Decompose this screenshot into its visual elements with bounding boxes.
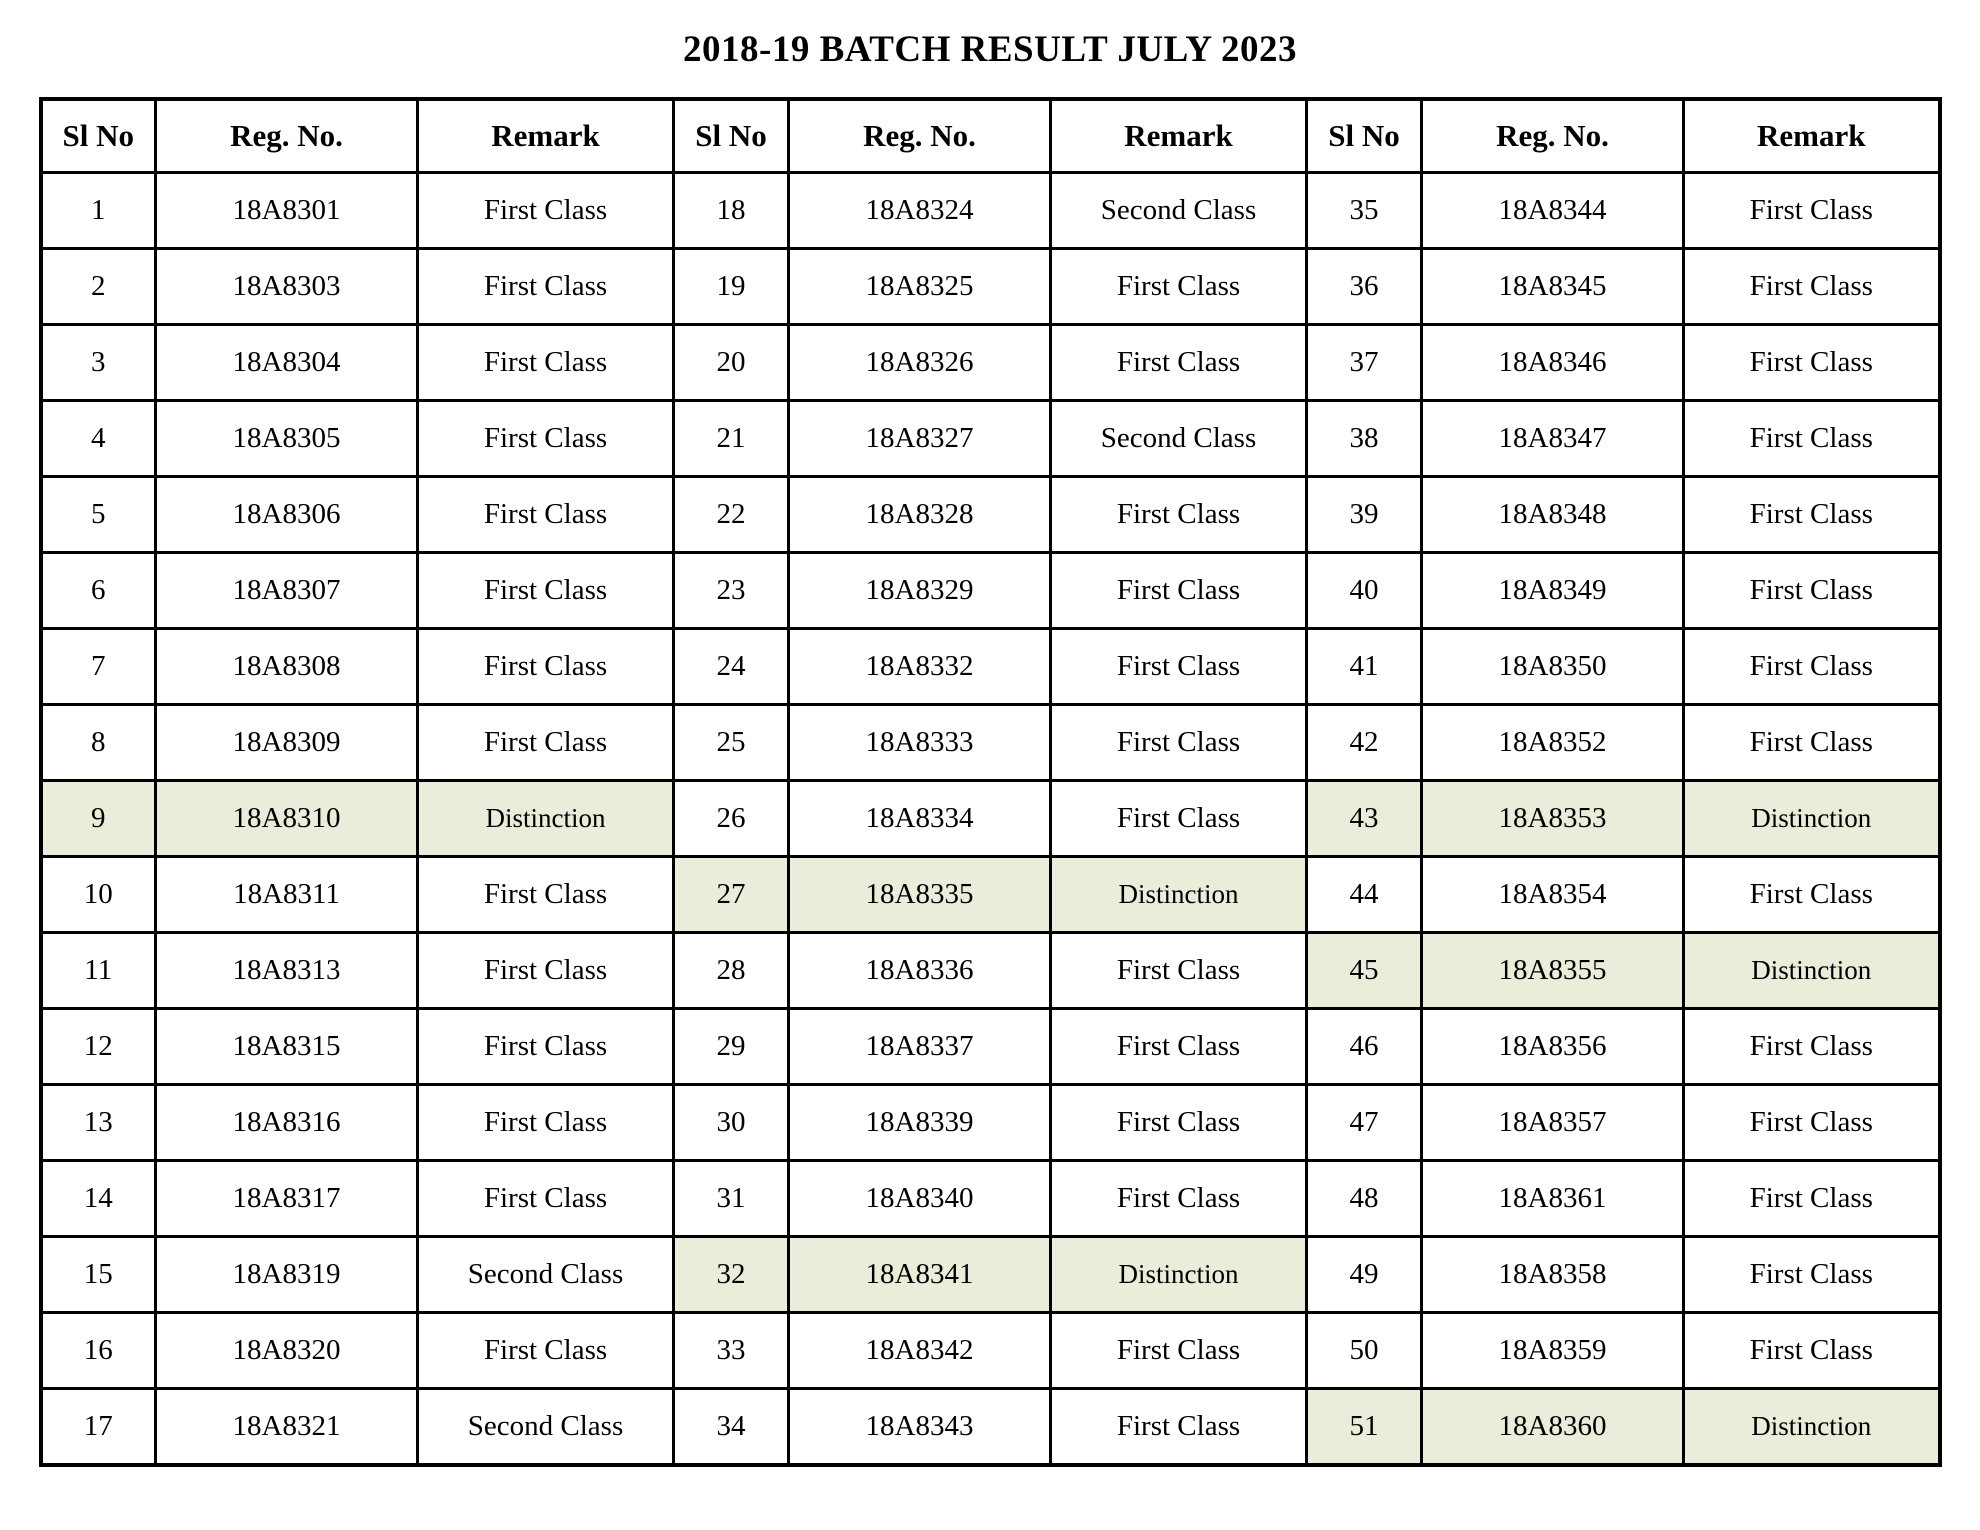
table-row (41, 1161, 1940, 1237)
column-header: Remark (418, 99, 674, 173)
reg-no-cell: 18A8358 (1422, 1237, 1684, 1313)
sl-no-cell: 8 (41, 705, 156, 781)
remark-cell: First Class (418, 249, 674, 325)
table-row (41, 1237, 1940, 1313)
sl-no-cell: 5 (41, 477, 156, 553)
table-row (41, 857, 1940, 933)
table-row (41, 1085, 1940, 1161)
remark-cell: Distinction (1684, 933, 1940, 1009)
reg-no-cell: 18A8313 (156, 933, 418, 1009)
reg-no-cell: 18A8342 (789, 1313, 1051, 1389)
remark-cell: First Class (1684, 477, 1940, 553)
sl-no-cell: 19 (674, 249, 789, 325)
sl-no-cell: 34 (674, 1389, 789, 1466)
sl-no-cell: 1 (41, 173, 156, 249)
column-header: Sl No (1307, 99, 1422, 173)
reg-no-cell: 18A8305 (156, 401, 418, 477)
sl-no-cell: 43 (1307, 781, 1422, 857)
table-row (41, 325, 1940, 401)
reg-no-cell: 18A8334 (789, 781, 1051, 857)
remark-cell: Second Class (418, 1237, 674, 1313)
remark-cell: First Class (1684, 705, 1940, 781)
reg-no-cell: 18A8333 (789, 705, 1051, 781)
sl-no-cell: 15 (41, 1237, 156, 1313)
reg-no-cell: 18A8309 (156, 705, 418, 781)
reg-no-cell: 18A8337 (789, 1009, 1051, 1085)
sl-no-cell: 6 (41, 553, 156, 629)
reg-no-cell: 18A8303 (156, 249, 418, 325)
reg-no-cell: 18A8320 (156, 1313, 418, 1389)
reg-no-cell: 18A8329 (789, 553, 1051, 629)
sl-no-cell: 9 (41, 781, 156, 857)
reg-no-cell: 18A8344 (1422, 173, 1684, 249)
reg-no-cell: 18A8343 (789, 1389, 1051, 1466)
sl-no-cell: 13 (41, 1085, 156, 1161)
sl-no-cell: 18 (674, 173, 789, 249)
remark-cell: First Class (1684, 173, 1940, 249)
sl-no-cell: 38 (1307, 401, 1422, 477)
remark-cell: First Class (1051, 477, 1307, 553)
table-row (41, 477, 1940, 553)
reg-no-cell: 18A8327 (789, 401, 1051, 477)
remark-cell: First Class (418, 1161, 674, 1237)
remark-cell: First Class (1051, 1085, 1307, 1161)
remark-cell: First Class (418, 553, 674, 629)
page-title: 2018-19 BATCH RESULT JULY 2023 (683, 29, 1297, 70)
remark-cell: Distinction (1051, 857, 1307, 933)
reg-no-cell: 18A8321 (156, 1389, 418, 1466)
reg-no-cell: 18A8308 (156, 629, 418, 705)
sl-no-cell: 49 (1307, 1237, 1422, 1313)
sl-no-cell: 28 (674, 933, 789, 1009)
sl-no-cell: 48 (1307, 1161, 1422, 1237)
remark-cell: First Class (418, 1009, 674, 1085)
remark-cell: First Class (418, 477, 674, 553)
reg-no-cell: 18A8315 (156, 1009, 418, 1085)
column-header: Sl No (41, 99, 156, 173)
reg-no-cell: 18A8339 (789, 1085, 1051, 1161)
remark-cell: First Class (418, 401, 674, 477)
column-header: Remark (1051, 99, 1307, 173)
reg-no-cell: 18A8361 (1422, 1161, 1684, 1237)
remark-cell: First Class (418, 629, 674, 705)
remark-cell: First Class (418, 857, 674, 933)
reg-no-cell: 18A8336 (789, 933, 1051, 1009)
remark-cell: First Class (1051, 325, 1307, 401)
remark-cell: First Class (418, 325, 674, 401)
table-row (41, 705, 1940, 781)
remark-cell: First Class (1051, 705, 1307, 781)
remark-cell: First Class (1684, 1085, 1940, 1161)
table-row (41, 1009, 1940, 1085)
sl-no-cell: 42 (1307, 705, 1422, 781)
remark-cell: Distinction (1051, 1237, 1307, 1313)
sl-no-cell: 25 (674, 705, 789, 781)
sl-no-cell: 50 (1307, 1313, 1422, 1389)
sl-no-cell: 37 (1307, 325, 1422, 401)
reg-no-cell: 18A8356 (1422, 1009, 1684, 1085)
reg-no-cell: 18A8355 (1422, 933, 1684, 1009)
sl-no-cell: 30 (674, 1085, 789, 1161)
table-body (41, 173, 1940, 1466)
remark-cell: First Class (1684, 1237, 1940, 1313)
reg-no-cell: 18A8301 (156, 173, 418, 249)
remark-cell: First Class (1051, 629, 1307, 705)
reg-no-cell: 18A8319 (156, 1237, 418, 1313)
remark-cell: First Class (1684, 1313, 1940, 1389)
table-row (41, 173, 1940, 249)
reg-no-cell: 18A8346 (1422, 325, 1684, 401)
reg-no-cell: 18A8340 (789, 1161, 1051, 1237)
sl-no-cell: 40 (1307, 553, 1422, 629)
sl-no-cell: 51 (1307, 1389, 1422, 1466)
sl-no-cell: 35 (1307, 173, 1422, 249)
remark-cell: First Class (418, 705, 674, 781)
table-row (41, 1389, 1940, 1466)
reg-no-cell: 18A8304 (156, 325, 418, 401)
column-header: Reg. No. (156, 99, 418, 173)
table-row (41, 553, 1940, 629)
reg-no-cell: 18A8347 (1422, 401, 1684, 477)
sl-no-cell: 36 (1307, 249, 1422, 325)
remark-cell: Second Class (1051, 173, 1307, 249)
sl-no-cell: 39 (1307, 477, 1422, 553)
header-row (41, 99, 1940, 173)
reg-no-cell: 18A8326 (789, 325, 1051, 401)
column-header: Reg. No. (1422, 99, 1684, 173)
sl-no-cell: 26 (674, 781, 789, 857)
remark-cell: First Class (1684, 401, 1940, 477)
remark-cell: First Class (1051, 1389, 1307, 1466)
remark-cell: First Class (1684, 1009, 1940, 1085)
remark-cell: Second Class (418, 1389, 674, 1466)
remark-cell: First Class (1051, 249, 1307, 325)
table-row (41, 249, 1940, 325)
reg-no-cell: 18A8359 (1422, 1313, 1684, 1389)
remark-cell: First Class (1051, 933, 1307, 1009)
sl-no-cell: 45 (1307, 933, 1422, 1009)
remark-cell: First Class (1051, 781, 1307, 857)
reg-no-cell: 18A8357 (1422, 1085, 1684, 1161)
reg-no-cell: 18A8332 (789, 629, 1051, 705)
sl-no-cell: 7 (41, 629, 156, 705)
reg-no-cell: 18A8325 (789, 249, 1051, 325)
sl-no-cell: 46 (1307, 1009, 1422, 1085)
sl-no-cell: 41 (1307, 629, 1422, 705)
remark-cell: Second Class (1051, 401, 1307, 477)
remark-cell: First Class (1684, 629, 1940, 705)
remark-cell: Distinction (1684, 1389, 1940, 1466)
sl-no-cell: 24 (674, 629, 789, 705)
reg-no-cell: 18A8306 (156, 477, 418, 553)
sl-no-cell: 29 (674, 1009, 789, 1085)
reg-no-cell: 18A8316 (156, 1085, 418, 1161)
reg-no-cell: 18A8328 (789, 477, 1051, 553)
remark-cell: First Class (418, 173, 674, 249)
sl-no-cell: 3 (41, 325, 156, 401)
reg-no-cell: 18A8348 (1422, 477, 1684, 553)
remark-cell: First Class (1684, 857, 1940, 933)
sl-no-cell: 31 (674, 1161, 789, 1237)
sl-no-cell: 12 (41, 1009, 156, 1085)
sl-no-cell: 21 (674, 401, 789, 477)
remark-cell: First Class (1051, 1313, 1307, 1389)
reg-no-cell: 18A8350 (1422, 629, 1684, 705)
reg-no-cell: 18A8345 (1422, 249, 1684, 325)
sl-no-cell: 14 (41, 1161, 156, 1237)
reg-no-cell: 18A8353 (1422, 781, 1684, 857)
remark-cell: First Class (1051, 1161, 1307, 1237)
remark-cell: First Class (418, 933, 674, 1009)
sl-no-cell: 47 (1307, 1085, 1422, 1161)
reg-no-cell: 18A8311 (156, 857, 418, 933)
table-row (41, 401, 1940, 477)
sl-no-cell: 4 (41, 401, 156, 477)
reg-no-cell: 18A8352 (1422, 705, 1684, 781)
reg-no-cell: 18A8335 (789, 857, 1051, 933)
reg-no-cell: 18A8360 (1422, 1389, 1684, 1466)
reg-no-cell: 18A8341 (789, 1237, 1051, 1313)
table-row (41, 1313, 1940, 1389)
sl-no-cell: 17 (41, 1389, 156, 1466)
column-header: Sl No (674, 99, 789, 173)
remark-cell: First Class (1051, 553, 1307, 629)
reg-no-cell: 18A8307 (156, 553, 418, 629)
table-row (41, 629, 1940, 705)
remark-cell: First Class (1684, 553, 1940, 629)
column-header: Reg. No. (789, 99, 1051, 173)
reg-no-cell: 18A8354 (1422, 857, 1684, 933)
reg-no-cell: 18A8349 (1422, 553, 1684, 629)
sl-no-cell: 22 (674, 477, 789, 553)
sl-no-cell: 11 (41, 933, 156, 1009)
sl-no-cell: 27 (674, 857, 789, 933)
reg-no-cell: 18A8324 (789, 173, 1051, 249)
remark-cell: First Class (418, 1085, 674, 1161)
sl-no-cell: 20 (674, 325, 789, 401)
remark-cell: Distinction (418, 781, 674, 857)
remark-cell: Distinction (1684, 781, 1940, 857)
sl-no-cell: 32 (674, 1237, 789, 1313)
sl-no-cell: 44 (1307, 857, 1422, 933)
reg-no-cell: 18A8310 (156, 781, 418, 857)
sl-no-cell: 16 (41, 1313, 156, 1389)
sl-no-cell: 33 (674, 1313, 789, 1389)
sl-no-cell: 10 (41, 857, 156, 933)
reg-no-cell: 18A8317 (156, 1161, 418, 1237)
remark-cell: First Class (1684, 249, 1940, 325)
table-row (41, 933, 1940, 1009)
table-row (41, 781, 1940, 857)
remark-cell: First Class (418, 1313, 674, 1389)
remark-cell: First Class (1684, 1161, 1940, 1237)
sl-no-cell: 2 (41, 249, 156, 325)
remark-cell: First Class (1051, 1009, 1307, 1085)
remark-cell: First Class (1684, 325, 1940, 401)
column-header: Remark (1684, 99, 1940, 173)
results-table (39, 97, 1942, 1467)
sl-no-cell: 23 (674, 553, 789, 629)
